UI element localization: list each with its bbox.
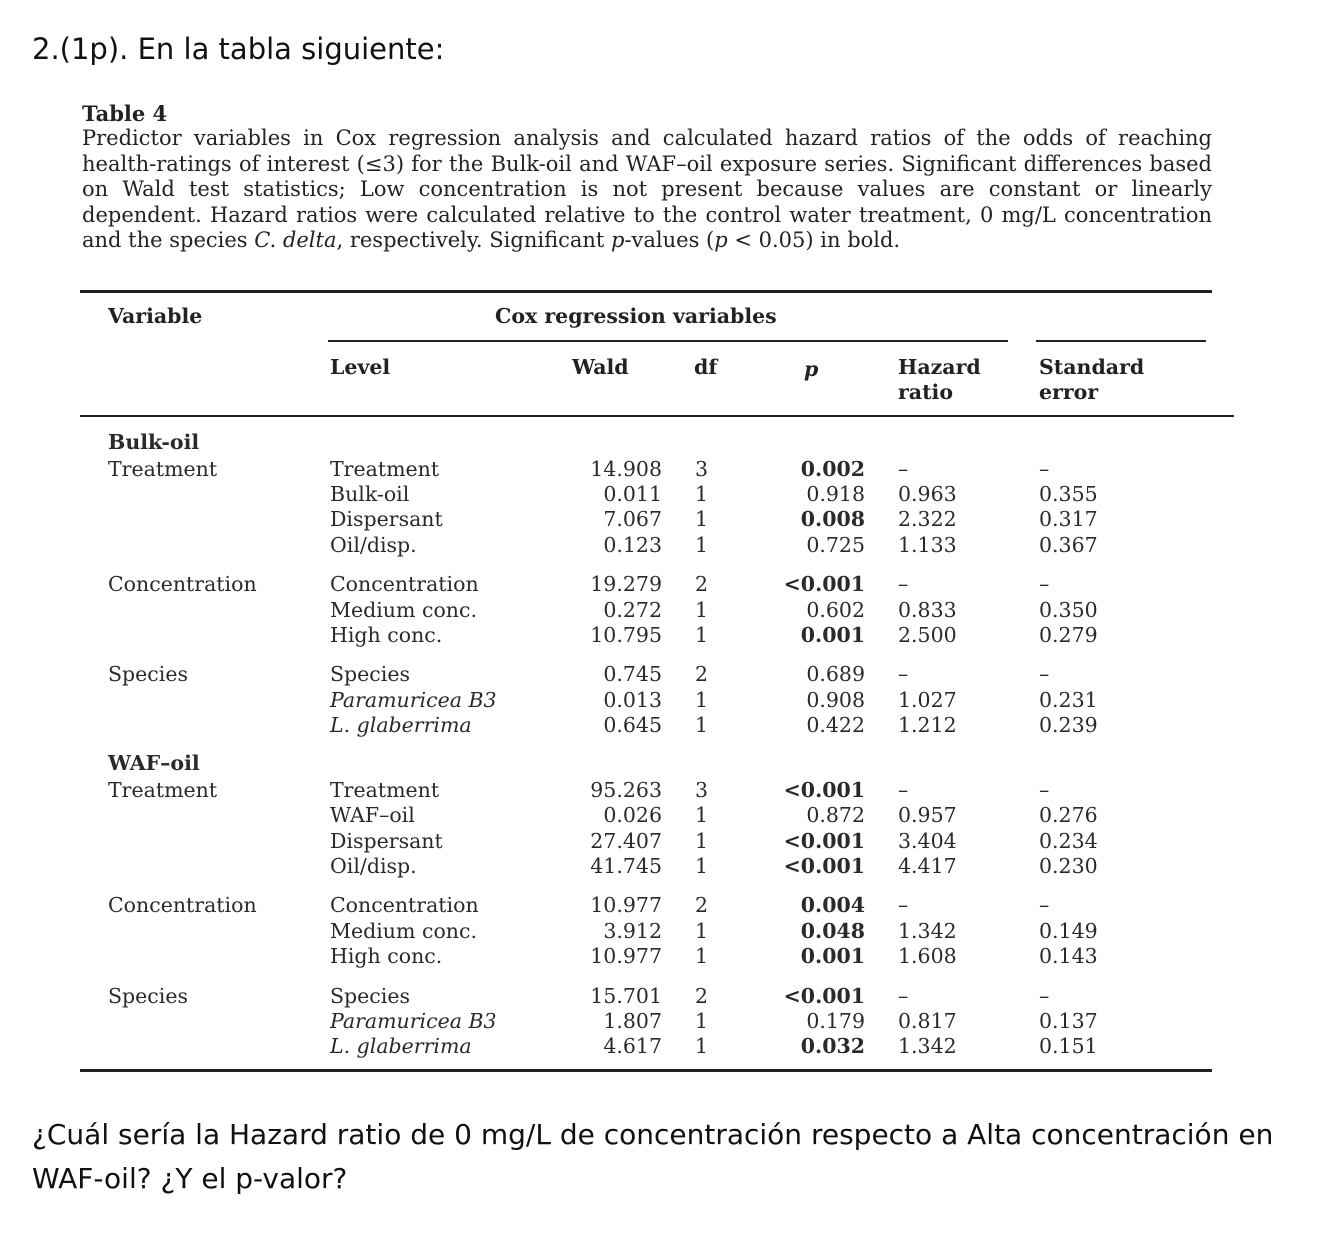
df-cell: 1 (695, 533, 709, 557)
hazard-ratio-cell: 0.963 (898, 482, 957, 506)
df-cell: 1 (695, 1034, 709, 1058)
level-cell: Dispersant (330, 829, 443, 853)
standard-error-cell: 0.231 (1039, 688, 1098, 712)
p-value-cell: <0.001 (783, 572, 865, 596)
wald-cell: 1.807 (603, 1009, 662, 1033)
p-value-cell: 0.004 (800, 893, 865, 917)
variable-cell: Concentration (108, 572, 257, 596)
section-heading: Bulk-oil (108, 430, 200, 454)
wald-cell: 0.272 (603, 598, 662, 622)
caption-text-3: -values ( (624, 228, 715, 253)
hazard-ratio-cell: 0.957 (898, 803, 957, 827)
level-cell: High conc. (330, 623, 443, 647)
level-cell: High conc. (330, 944, 443, 968)
hazard-ratio-cell: – (898, 572, 909, 596)
hazard-ratio-cell: – (898, 778, 909, 802)
wald-cell: 0.011 (603, 482, 662, 506)
level-cell: L. glaberrima (330, 713, 472, 737)
df-cell: 2 (695, 984, 709, 1008)
hazard-ratio-cell: 1.608 (898, 944, 957, 968)
p-value-cell: 0.689 (806, 662, 865, 686)
caption-species-name: C. delta (254, 228, 337, 253)
p-value-cell: 0.602 (806, 598, 865, 622)
standard-error-cell: – (1039, 662, 1050, 686)
standard-error-cell: – (1039, 778, 1050, 802)
standard-error-cell: 0.355 (1039, 482, 1098, 506)
standard-error-cell: – (1039, 457, 1050, 481)
hazard-ratio-cell: 1.212 (898, 713, 957, 737)
standard-error-cell: 0.137 (1039, 1009, 1098, 1033)
p-value-cell: 0.008 (800, 507, 865, 531)
wald-cell: 10.795 (590, 623, 662, 647)
level-cell: L. glaberrima (330, 1034, 472, 1058)
df-cell: 1 (695, 713, 709, 737)
hazard-ratio-cell: – (898, 457, 909, 481)
header-df: df (694, 355, 718, 379)
hazard-ratio-cell: 0.833 (898, 598, 957, 622)
wald-cell: 10.977 (590, 893, 662, 917)
level-cell: Dispersant (330, 507, 443, 531)
header-variable: Variable (108, 304, 203, 328)
wald-cell: 0.745 (603, 662, 662, 686)
df-cell: 1 (695, 944, 709, 968)
variable-cell: Treatment (108, 457, 218, 481)
caption-p-symbol: p (611, 228, 625, 253)
df-cell: 1 (695, 623, 709, 647)
standard-error-cell: – (1039, 984, 1050, 1008)
p-value-cell: 0.179 (806, 1009, 865, 1033)
wald-cell: 4.617 (603, 1034, 662, 1058)
standard-error-cell: – (1039, 572, 1050, 596)
wald-cell: 41.745 (590, 854, 662, 878)
table-top-rule (80, 290, 1212, 293)
header-standard-error-line1: Standard (1039, 355, 1145, 379)
level-cell: Oil/disp. (330, 854, 417, 878)
hazard-ratio-cell: – (898, 893, 909, 917)
hazard-ratio-cell: 4.417 (898, 854, 957, 878)
table-bottom-rule (80, 1069, 1212, 1072)
level-cell: Species (330, 662, 410, 686)
df-cell: 1 (695, 688, 709, 712)
df-cell: 1 (695, 598, 709, 622)
p-value-cell: 0.908 (806, 688, 865, 712)
p-value-cell: <0.001 (783, 984, 865, 1008)
variable-cell: Species (108, 662, 188, 686)
wald-cell: 15.701 (590, 984, 662, 1008)
header-hazard-ratio-line1: Hazard (898, 355, 981, 379)
wald-cell: 3.912 (603, 919, 662, 943)
df-cell: 3 (695, 457, 709, 481)
wald-cell: 95.263 (590, 778, 662, 802)
standard-error-header-rule (1036, 340, 1206, 342)
df-cell: 1 (695, 507, 709, 531)
standard-error-cell: – (1039, 893, 1050, 917)
standard-error-cell: 0.367 (1039, 533, 1098, 557)
standard-error-cell: 0.234 (1039, 829, 1098, 853)
wald-cell: 14.908 (590, 457, 662, 481)
p-value-cell: 0.422 (806, 713, 865, 737)
section-heading: WAF–oil (108, 751, 200, 775)
level-cell: Medium conc. (330, 919, 477, 943)
hazard-ratio-cell: 1.027 (898, 688, 957, 712)
wald-cell: 10.977 (590, 944, 662, 968)
p-value-cell: 0.001 (800, 944, 865, 968)
p-value-cell: 0.872 (806, 803, 865, 827)
hazard-ratio-cell: 2.500 (898, 623, 957, 647)
standard-error-cell: 0.317 (1039, 507, 1098, 531)
hazard-ratio-cell: 3.404 (898, 829, 957, 853)
p-value-cell: <0.001 (783, 829, 865, 853)
standard-error-cell: 0.276 (1039, 803, 1098, 827)
wald-cell: 27.407 (590, 829, 662, 853)
standard-error-cell: 0.149 (1039, 919, 1098, 943)
level-cell: Paramuricea B3 (330, 1009, 497, 1033)
level-cell: Treatment (330, 778, 440, 802)
hazard-ratio-cell: – (898, 662, 909, 686)
variable-cell: Treatment (108, 778, 218, 802)
wald-cell: 19.279 (590, 572, 662, 596)
hazard-ratio-cell: 0.817 (898, 1009, 957, 1033)
hazard-ratio-cell: 2.322 (898, 507, 957, 531)
caption-text-2: , respectively. Significant (336, 228, 611, 253)
hazard-ratio-cell: 1.133 (898, 533, 957, 557)
level-cell: Concentration (330, 572, 479, 596)
standard-error-cell: 0.151 (1039, 1034, 1098, 1058)
header-standard-error-line2: error (1039, 380, 1099, 404)
level-cell: Concentration (330, 893, 479, 917)
wald-cell: 7.067 (603, 507, 662, 531)
wald-cell: 0.013 (603, 688, 662, 712)
question-text: ¿Cuál sería la Hazard ratio de 0 mg/L de concentración respecto a Alta concentración en WAF-oil? ¿Y el p-valor? (32, 1118, 1274, 1195)
df-cell: 3 (695, 778, 709, 802)
wald-cell: 0.645 (603, 713, 662, 737)
table-label: Table 4 (82, 101, 168, 126)
df-cell: 2 (695, 572, 709, 596)
wald-cell: 0.123 (603, 533, 662, 557)
level-cell: WAF–oil (330, 803, 415, 827)
p-value-cell: 0.001 (800, 623, 865, 647)
level-cell: Oil/disp. (330, 533, 417, 557)
standard-error-cell: 0.143 (1039, 944, 1098, 968)
p-value-cell: <0.001 (783, 778, 865, 802)
group-header-rule (328, 340, 1008, 342)
df-cell: 1 (695, 854, 709, 878)
header-bottom-rule (80, 415, 1234, 417)
variable-cell: Concentration (108, 893, 257, 917)
p-value-cell: 0.048 (800, 919, 865, 943)
variable-cell: Species (108, 984, 188, 1008)
standard-error-cell: 0.279 (1039, 623, 1098, 647)
header-hazard-ratio-line2: ratio (898, 380, 954, 404)
p-value-cell: 0.032 (800, 1034, 865, 1058)
caption-text-1: Predictor variables in Cox regression analysis and calculated hazard ratios of the odds of reaching health-ratings of interest (≤3) for the Bulk-oil and WAF–oil exposure series. Significant differences based on Wald test statistics; Low concentration is not present because values are constant or linearly dependent. Hazard ratios were calculated relative to the control water treatment, 0 mg/L concentration and the species (82, 126, 1212, 253)
p-value-cell: 0.725 (806, 533, 865, 557)
header-wald: Wald (572, 355, 629, 379)
level-cell: Medium conc. (330, 598, 477, 622)
question-title: 2.(1p). En la tabla siguiente: (32, 32, 445, 66)
p-value-cell: 0.918 (806, 482, 865, 506)
caption-p-symbol: p (714, 228, 728, 253)
level-cell: Treatment (330, 457, 440, 481)
table-caption (82, 101, 1212, 253)
level-cell: Paramuricea B3 (330, 688, 497, 712)
df-cell: 1 (695, 803, 709, 827)
level-cell: Species (330, 984, 410, 1008)
df-cell: 2 (695, 893, 709, 917)
df-cell: 1 (695, 482, 709, 506)
header-p: p (804, 357, 819, 381)
standard-error-cell: 0.239 (1039, 713, 1098, 737)
df-cell: 1 (695, 1009, 709, 1033)
df-cell: 1 (695, 919, 709, 943)
header-cox-regression-variables: Cox regression variables (495, 304, 777, 328)
caption-text-4: < 0.05) in bold. (727, 228, 901, 253)
standard-error-cell: 0.350 (1039, 598, 1098, 622)
header-level: Level (330, 355, 391, 379)
p-value-cell: <0.001 (783, 854, 865, 878)
wald-cell: 0.026 (603, 803, 662, 827)
level-cell: Bulk-oil (330, 482, 410, 506)
standard-error-cell: 0.230 (1039, 854, 1098, 878)
hazard-ratio-cell: 1.342 (898, 919, 957, 943)
df-cell: 2 (695, 662, 709, 686)
df-cell: 1 (695, 829, 709, 853)
p-value-cell: 0.002 (800, 457, 865, 481)
hazard-ratio-cell: – (898, 984, 909, 1008)
hazard-ratio-cell: 1.342 (898, 1034, 957, 1058)
